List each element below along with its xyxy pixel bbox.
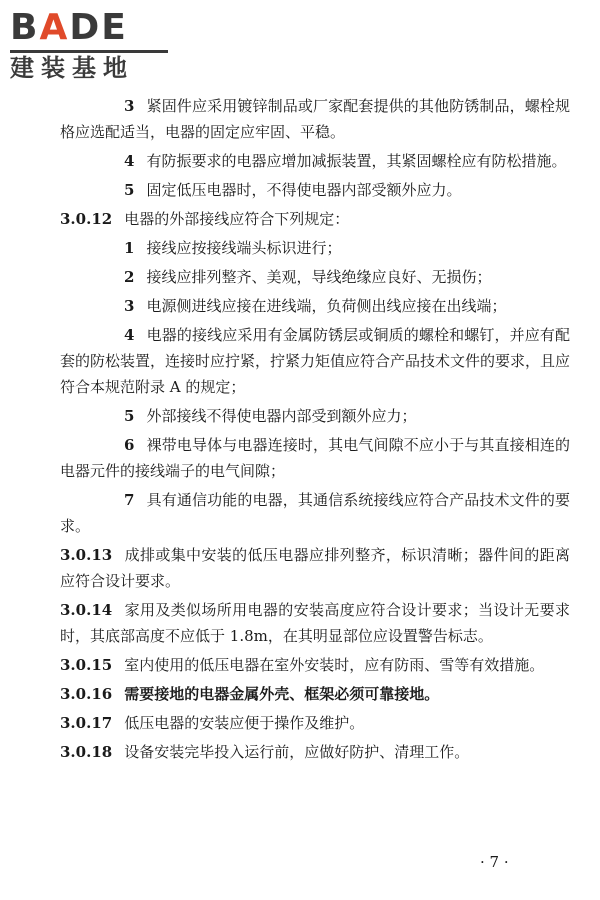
clause-3-0-14: 3.0.14 家用及类似场所用电器的安装高度应符合设计要求；当设计无要求时，其底部高度不应低于 1.8m，在其明显部位应设置警告标志。 — [60, 601, 570, 645]
clause-3-0-12: 3.0.12 电器的外部接线应符合下列规定： — [60, 210, 350, 228]
document-body — [60, 93, 570, 768]
item-4-vibration: 4 有防振要求的电器应增加减振装置，其紧固螺栓应有防松措施。 — [124, 152, 567, 170]
page-number: · 7 · — [480, 853, 509, 871]
clause-3-0-16: 3.0.16 需要接地的电器金属外壳、框架必须可靠接地。 — [60, 685, 440, 703]
clause-3-0-17: 3.0.17 低压电器的安装应便于操作及维护。 — [60, 714, 365, 732]
clause-3-0-15: 3.0.15 室内使用的低压电器在室外安装时，应有防雨、雪等有效措施。 — [60, 656, 545, 674]
item-3-fasteners: 3 紧固件应采用镀锌制品或厂家配套提供的其他防锈制品，螺栓规格应选配适当，电器的固定应牢固、平稳。 — [60, 97, 570, 141]
clause-3-0-12-item-3: 3 电源侧进线应接在进线端，负荷侧出线应接在出线端； — [124, 297, 507, 315]
clause-3-0-12-item-7: 7 具有通信功能的电器，其通信系统接线应符合产品技术文件的要求。 — [60, 491, 570, 535]
logo-subtitle: 建装基地 — [10, 54, 134, 82]
logo-wordmark: BADE — [10, 7, 128, 48]
clause-3-0-12-item-4: 4 电器的接线应采用有金属防锈层或铜质的螺栓和螺钉，并应有配套的防松装置，连接时应拧紧，拧紧力矩值应符合产品技术文件的要求，且应符合本规范附录 A 的规定； — [60, 326, 571, 396]
item-5-fixing: 5 固定低压电器时，不得使电器内部受额外应力。 — [124, 181, 462, 199]
brand-logo — [10, 8, 175, 83]
clause-3-0-12-item-2: 2 接线应排列整齐、美观，导线绝缘应良好、无损伤； — [124, 268, 492, 286]
clause-3-0-13: 3.0.13 成排或集中安装的低压电器应排列整齐，标识清晰；器件间的距离应符合设计要求。 — [60, 546, 570, 590]
clause-3-0-12-item-1: 1 接线应按接线端头标识进行； — [124, 239, 342, 257]
clause-3-0-12-item-5: 5 外部接线不得使电器内部受到额外应力； — [124, 407, 417, 425]
clause-3-0-18: 3.0.18 设备安装完毕投入运行前，应做好防护、清理工作。 — [60, 743, 470, 761]
clause-3-0-12-item-6: 6 裸带电导体与电器连接时，其电气间隙不应小于与其直接相连的电器元件的接线端子的电气间隙； — [60, 436, 570, 480]
